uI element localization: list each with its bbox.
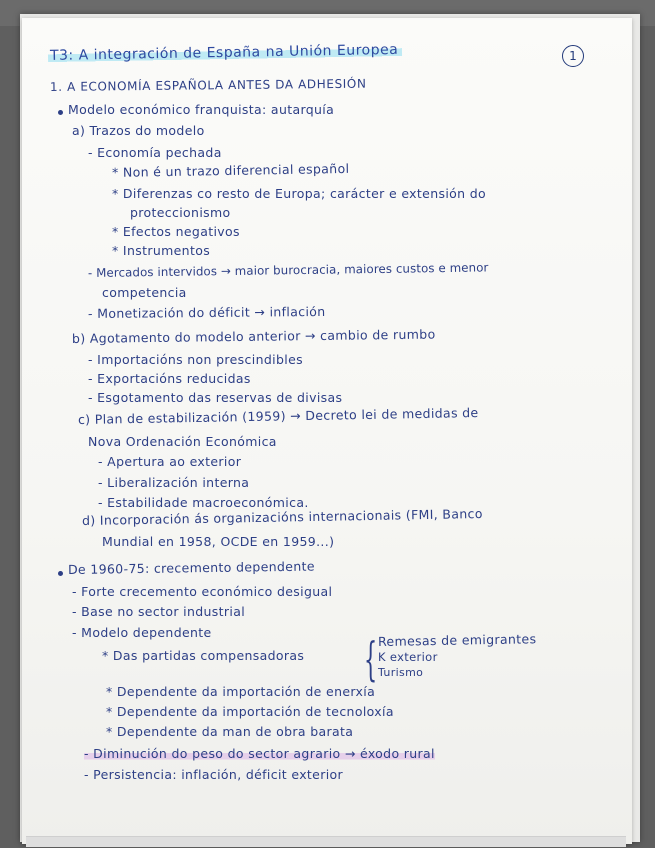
list-item: - Liberalización interna: [98, 475, 250, 490]
bullet-icon: [58, 571, 63, 576]
section-heading-2: De 1960-75: crecemento dependente: [67, 558, 315, 577]
list-item: - Importacións non prescindibles: [88, 352, 303, 367]
list-item: * Diferenzas co resto de Europa; carácter e extensión do: [112, 186, 487, 201]
page-number: 1: [562, 45, 584, 67]
list-item: - Economía pechada: [88, 145, 222, 160]
list-item: - Forte crecemento económico desigual: [72, 584, 333, 599]
list-item: Remesas de emigrantes: [377, 631, 537, 649]
partidas-label: * Das partidas compensadoras: [102, 648, 305, 663]
list-item: - Persistencia: inflación, déficit exterior: [84, 767, 344, 782]
bullet-icon: [58, 110, 63, 115]
section-heading-1: 1. A ECONOMÍA ESPAÑOLA ANTES DA ADHESIÓN: [49, 76, 367, 94]
paper-stack-edge: [26, 836, 626, 847]
list-item: - Base no sector industrial: [72, 604, 246, 619]
list-item: * Dependente da importación de tecnoloxía: [106, 704, 394, 719]
notebook-page: [22, 18, 632, 844]
list-item: * Non é un trazo diferencial español: [111, 160, 350, 180]
subsection-b-heading: b) Agotamento do modelo anterior → cambio de rumbo: [71, 326, 436, 346]
model-heading: Modelo económico franquista: autarquía: [68, 102, 335, 117]
page-title: T3: A integración de España na Unión Europea: [48, 42, 403, 64]
subsection-c-heading: c) Plan de estabilización (1959) → Decreto lei de medidas de: [77, 405, 479, 427]
list-item: * Instrumentos: [112, 243, 211, 258]
subsection-d-heading: d) Incorporación ás organizacións internacionais (FMI, Banco: [81, 506, 483, 528]
list-item: - Modelo dependente: [72, 625, 212, 640]
subsection-d-heading-cont: Mundial en 1958, OCDE en 1959...): [102, 534, 335, 549]
list-item: * Dependente da man de obra barata: [106, 724, 354, 739]
list-item: - Mercados intervidos → maior burocracia, maiores custos e menor: [87, 260, 489, 280]
subsection-c-heading-cont: Nova Ordenación Económica: [88, 434, 277, 449]
list-item: K exterior: [378, 650, 438, 664]
list-item: - Estabilidade macroeconómica.: [98, 495, 309, 510]
brace-icon: {: [364, 632, 378, 686]
list-item: proteccionismo: [130, 205, 231, 220]
list-item: * Efectos negativos: [112, 224, 240, 239]
list-item: * Dependente da importación de enerxía: [106, 684, 376, 699]
list-item: Turismo: [378, 666, 424, 679]
list-item: - Apertura ao exterior: [98, 454, 242, 469]
list-item: - Diminución do peso do sector agrario → éxodo rural: [84, 746, 435, 761]
list-item: competencia: [102, 285, 187, 300]
list-item: - Exportacións reducidas: [88, 371, 251, 386]
subsection-a-heading: a) Trazos do modelo: [72, 123, 205, 138]
list-item: - Esgotamento das reservas de divisas: [88, 390, 343, 405]
list-item: - Monetización do déficit → inflación: [87, 303, 326, 321]
